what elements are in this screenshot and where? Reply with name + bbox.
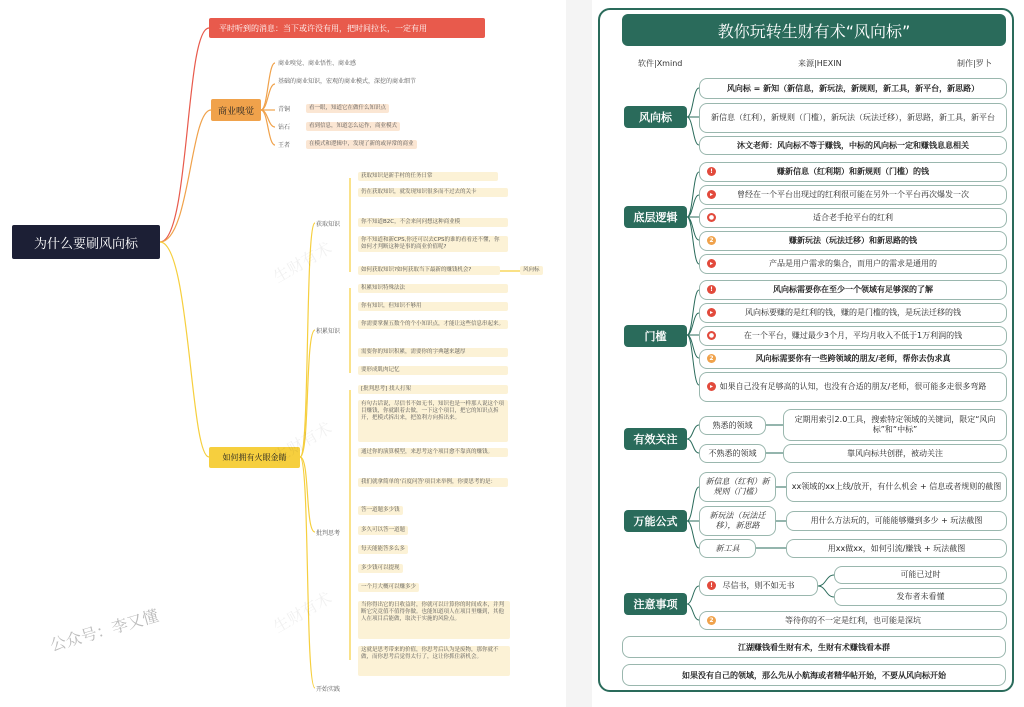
formula-key: 新玩法（玩法迁移），新思路 xyxy=(699,506,776,536)
group-practice: 开始实践 xyxy=(316,686,341,693)
crit-item: 有句古话说，尽信书不如无书，知识也是一样那人说这个项目赚钱，你就跟着去做，一下这个项目，把它的知识点拆开，把模式拆出来，把盈利方向拆出来。 xyxy=(358,400,508,442)
tier-diamond: 钻石 xyxy=(278,124,291,131)
logic-item: 适合老手抢平台的红利 xyxy=(699,208,1007,228)
formula-value: 用什么方法玩的，可能能够赚到多少 + 玩法截图 xyxy=(786,511,1007,531)
tier-desc: 看到信息，知道怎么运作，商业模式 xyxy=(306,122,400,131)
crit-item: 多少钱可以提现 xyxy=(358,564,403,573)
acc-item: 需要你的知识积累，需要你的字典越来越厚 xyxy=(358,348,508,357)
unfamiliar-desc: 靠风向标共创群，被动关注 xyxy=(783,444,1007,463)
alert-icon: ! xyxy=(707,285,716,294)
get-item: 仍在获取知识，就发现知识很多而不过去的关卡 xyxy=(358,188,508,197)
crit-item: 一个月大概可以赚多少 xyxy=(358,583,419,592)
logic-item: 曾经在一个平台出现过的红利很可能在另外一个平台再次爆发一次 xyxy=(699,185,1007,205)
golden-eye-node: 如何拥有火眼金睛 xyxy=(209,447,300,468)
watermark: 生财有术 xyxy=(270,588,335,637)
tier-king: 王者 xyxy=(278,142,291,149)
section-focus: 有效关注 xyxy=(624,428,687,450)
acc-item: 要形成肌肉记忆 xyxy=(358,366,508,375)
get-item: 你不知道和新CPS,你还可以去CPS的谁的看看还不懂，你如何才判断这种是事的商业价值呢? xyxy=(358,236,508,252)
bottom-note: 如果没有自己的领域，那么先从小航海或者精华帖开始，不要从风向标开始 xyxy=(622,664,1006,686)
section-notes: 注意事项 xyxy=(624,593,687,615)
gate-item: 如果自己没有足够高的认知，也没有合适的朋友/老师，很可能多走很多弯路 xyxy=(699,372,1007,402)
fx-item: 新信息（红利），新规则（门槛），新玩法（玩法迁移），新思路，新工具，新平台 xyxy=(699,103,1007,133)
logic-item: 产品是用户需求的集合，而用户的需求是通用的 xyxy=(699,254,1007,274)
number-icon: 2 xyxy=(707,236,716,245)
get-item: 你不知道B2C，不会来问问想这种商业模 xyxy=(358,218,508,227)
section-logic: 底层逻辑 xyxy=(624,206,687,228)
wind-vane-tag: 风向标 xyxy=(520,266,543,275)
note-item: 尽信书，则不如无书 xyxy=(699,576,818,596)
biz-item: 商业嗅觉、商业悟性、商业感 xyxy=(278,60,357,67)
flag-icon: ▸ xyxy=(707,308,716,317)
note-item: 等待你的不一定是红利，也可能是深坑 xyxy=(699,611,1007,630)
gate-item: 风向标需要你在至少一个领域有足够深的了解 xyxy=(699,280,1007,300)
section-threshold: 门槛 xyxy=(624,325,687,347)
note-sub: 发布者未看懂 xyxy=(834,588,1007,606)
formula-key: 新信息（红利）新规则（门槛） xyxy=(699,472,776,502)
wechat-watermark: 公众号：李又懂 xyxy=(47,605,161,656)
bottom-note: 江湖赚钱看生财有术，生财有术赚钱看本群 xyxy=(622,636,1006,658)
root-node: 为什么要刷风向标 xyxy=(12,225,160,259)
crit-item: 多久可以答一道题 xyxy=(358,526,408,535)
crit-item: 通过你的演算模型，来思考这个项目愈不靠真的赚钱。 xyxy=(358,448,508,457)
fx-item: 风向标 = 新知（新信息，新玩法，新规则，新工具，新平台，新思路） xyxy=(699,78,1007,99)
unfamiliar-field: 不熟悉的领域 xyxy=(699,444,766,463)
crit-item: 当你得出它的日收益时，你就可以计算你的时间成本，并判断它究竟值不值得你做。也能知道项人在项目里赚到，其他人在项目后能做，取决于实施的风险点。 xyxy=(358,601,510,639)
target-icon: ● xyxy=(708,332,715,339)
get-item: 获取知识是新手村的任务日常 xyxy=(358,172,498,181)
get-item: 如何获取知识?如何获取当下最新的赚钱机会? xyxy=(358,266,500,275)
crit-item: 这就是思考带来的价值，你思考后认为是废物，那你就不做，而你思考后觉得太行了，这让你抓住新机会。 xyxy=(358,646,510,676)
flag-icon: ▸ xyxy=(707,259,716,268)
key-message-node: 平时听到的消息：当下或许没有用，把时间拉长，一定有用 xyxy=(209,18,485,38)
biz-item: 基础的商业知识，宏观的商业模式，深挖的商业细节 xyxy=(278,78,417,85)
infographic-title: 教你玩转生财有术“风向标” xyxy=(622,14,1006,46)
alert-icon: ! xyxy=(707,167,716,176)
number-icon: 2 xyxy=(707,354,716,363)
formula-key: 新工具 xyxy=(699,539,756,558)
section-formula: 万能公式 xyxy=(624,510,687,532)
formula-value: 用xx做xx，如何引流/赚钱 + 玩法截图 xyxy=(786,539,1007,558)
acc-item: 你有知识，但知识不够用 xyxy=(358,302,508,311)
gate-item: 风向标需要你有一些跨领域的朋友/老师，帮你去伪求真 xyxy=(699,349,1007,369)
logic-item: 赚新信息（红利期）和新规则（门槛）的钱 xyxy=(699,162,1007,182)
section-fengxiangbiao: 风向标 xyxy=(624,106,687,128)
crit-item: 答一道题多少钱 xyxy=(358,506,403,515)
crit-item: [批判思考] 找人打架 xyxy=(358,385,508,394)
note-sub: 可能已过时 xyxy=(834,566,1007,584)
tier-desc: 看一眼，知道它在做什么知识点 xyxy=(306,104,389,113)
watermark: 生财有术 xyxy=(270,418,335,467)
group-get: 获取知识 xyxy=(316,221,341,228)
group-accumulate: 积累知识 xyxy=(316,328,341,335)
tier-desc: 在模式和逻辑中，发现了新的或异常的商业 xyxy=(306,140,417,149)
flag-icon: ▸ xyxy=(707,190,716,199)
fx-item: 沐文老师：风向标不等于赚钱，中标的风向标一定和赚钱息息相关 xyxy=(699,136,1007,155)
gate-item: 风向标要赚的是红利的钱，赚的是门槛的钱，是玩法迁移的钱 xyxy=(699,303,1007,323)
gate-item: 在一个平台，赚过最少3个月，平均月收入不低于1万利润的钱 xyxy=(699,326,1007,346)
watermark: 生财有术 xyxy=(270,238,335,287)
source-credit: 来源|HEXIN xyxy=(798,59,842,68)
number-icon: 2 xyxy=(707,616,716,625)
flag-icon: ▸ xyxy=(707,382,716,391)
crit-item: 我们就拿简单的'百度问答'项目来举例，你要思考的是： xyxy=(358,478,508,487)
familiar-desc: 定期用索引2.0工具，搜索特定领域的关键词，限定“风向标”和“中标” xyxy=(783,409,1007,441)
software-credit: 软件|Xmind xyxy=(638,59,683,68)
acc-item: 你需要掌握五数个的个小知识点，才能让这些信息串起来。 xyxy=(358,320,508,329)
tier-bronze: 青铜 xyxy=(278,106,291,113)
formula-value: xx领域的xx上线/放开，有什么机会 + 信息或者规则的截图 xyxy=(786,472,1007,502)
acc-item: 积累知识特殊法法 xyxy=(358,284,508,293)
alert-icon: ! xyxy=(707,581,716,590)
familiar-field: 熟悉的领域 xyxy=(699,416,766,435)
target-icon: ● xyxy=(708,214,715,221)
logic-item: 赚新玩法（玩法迁移）和新思路的钱 xyxy=(699,231,1007,251)
group-critical: 批判思考 xyxy=(316,530,341,537)
business-sense-node: 商业嗅觉 xyxy=(211,99,261,121)
crit-item: 每天能能答多么多 xyxy=(358,545,408,554)
maker-credit: 制作|罗卜 xyxy=(957,59,992,68)
